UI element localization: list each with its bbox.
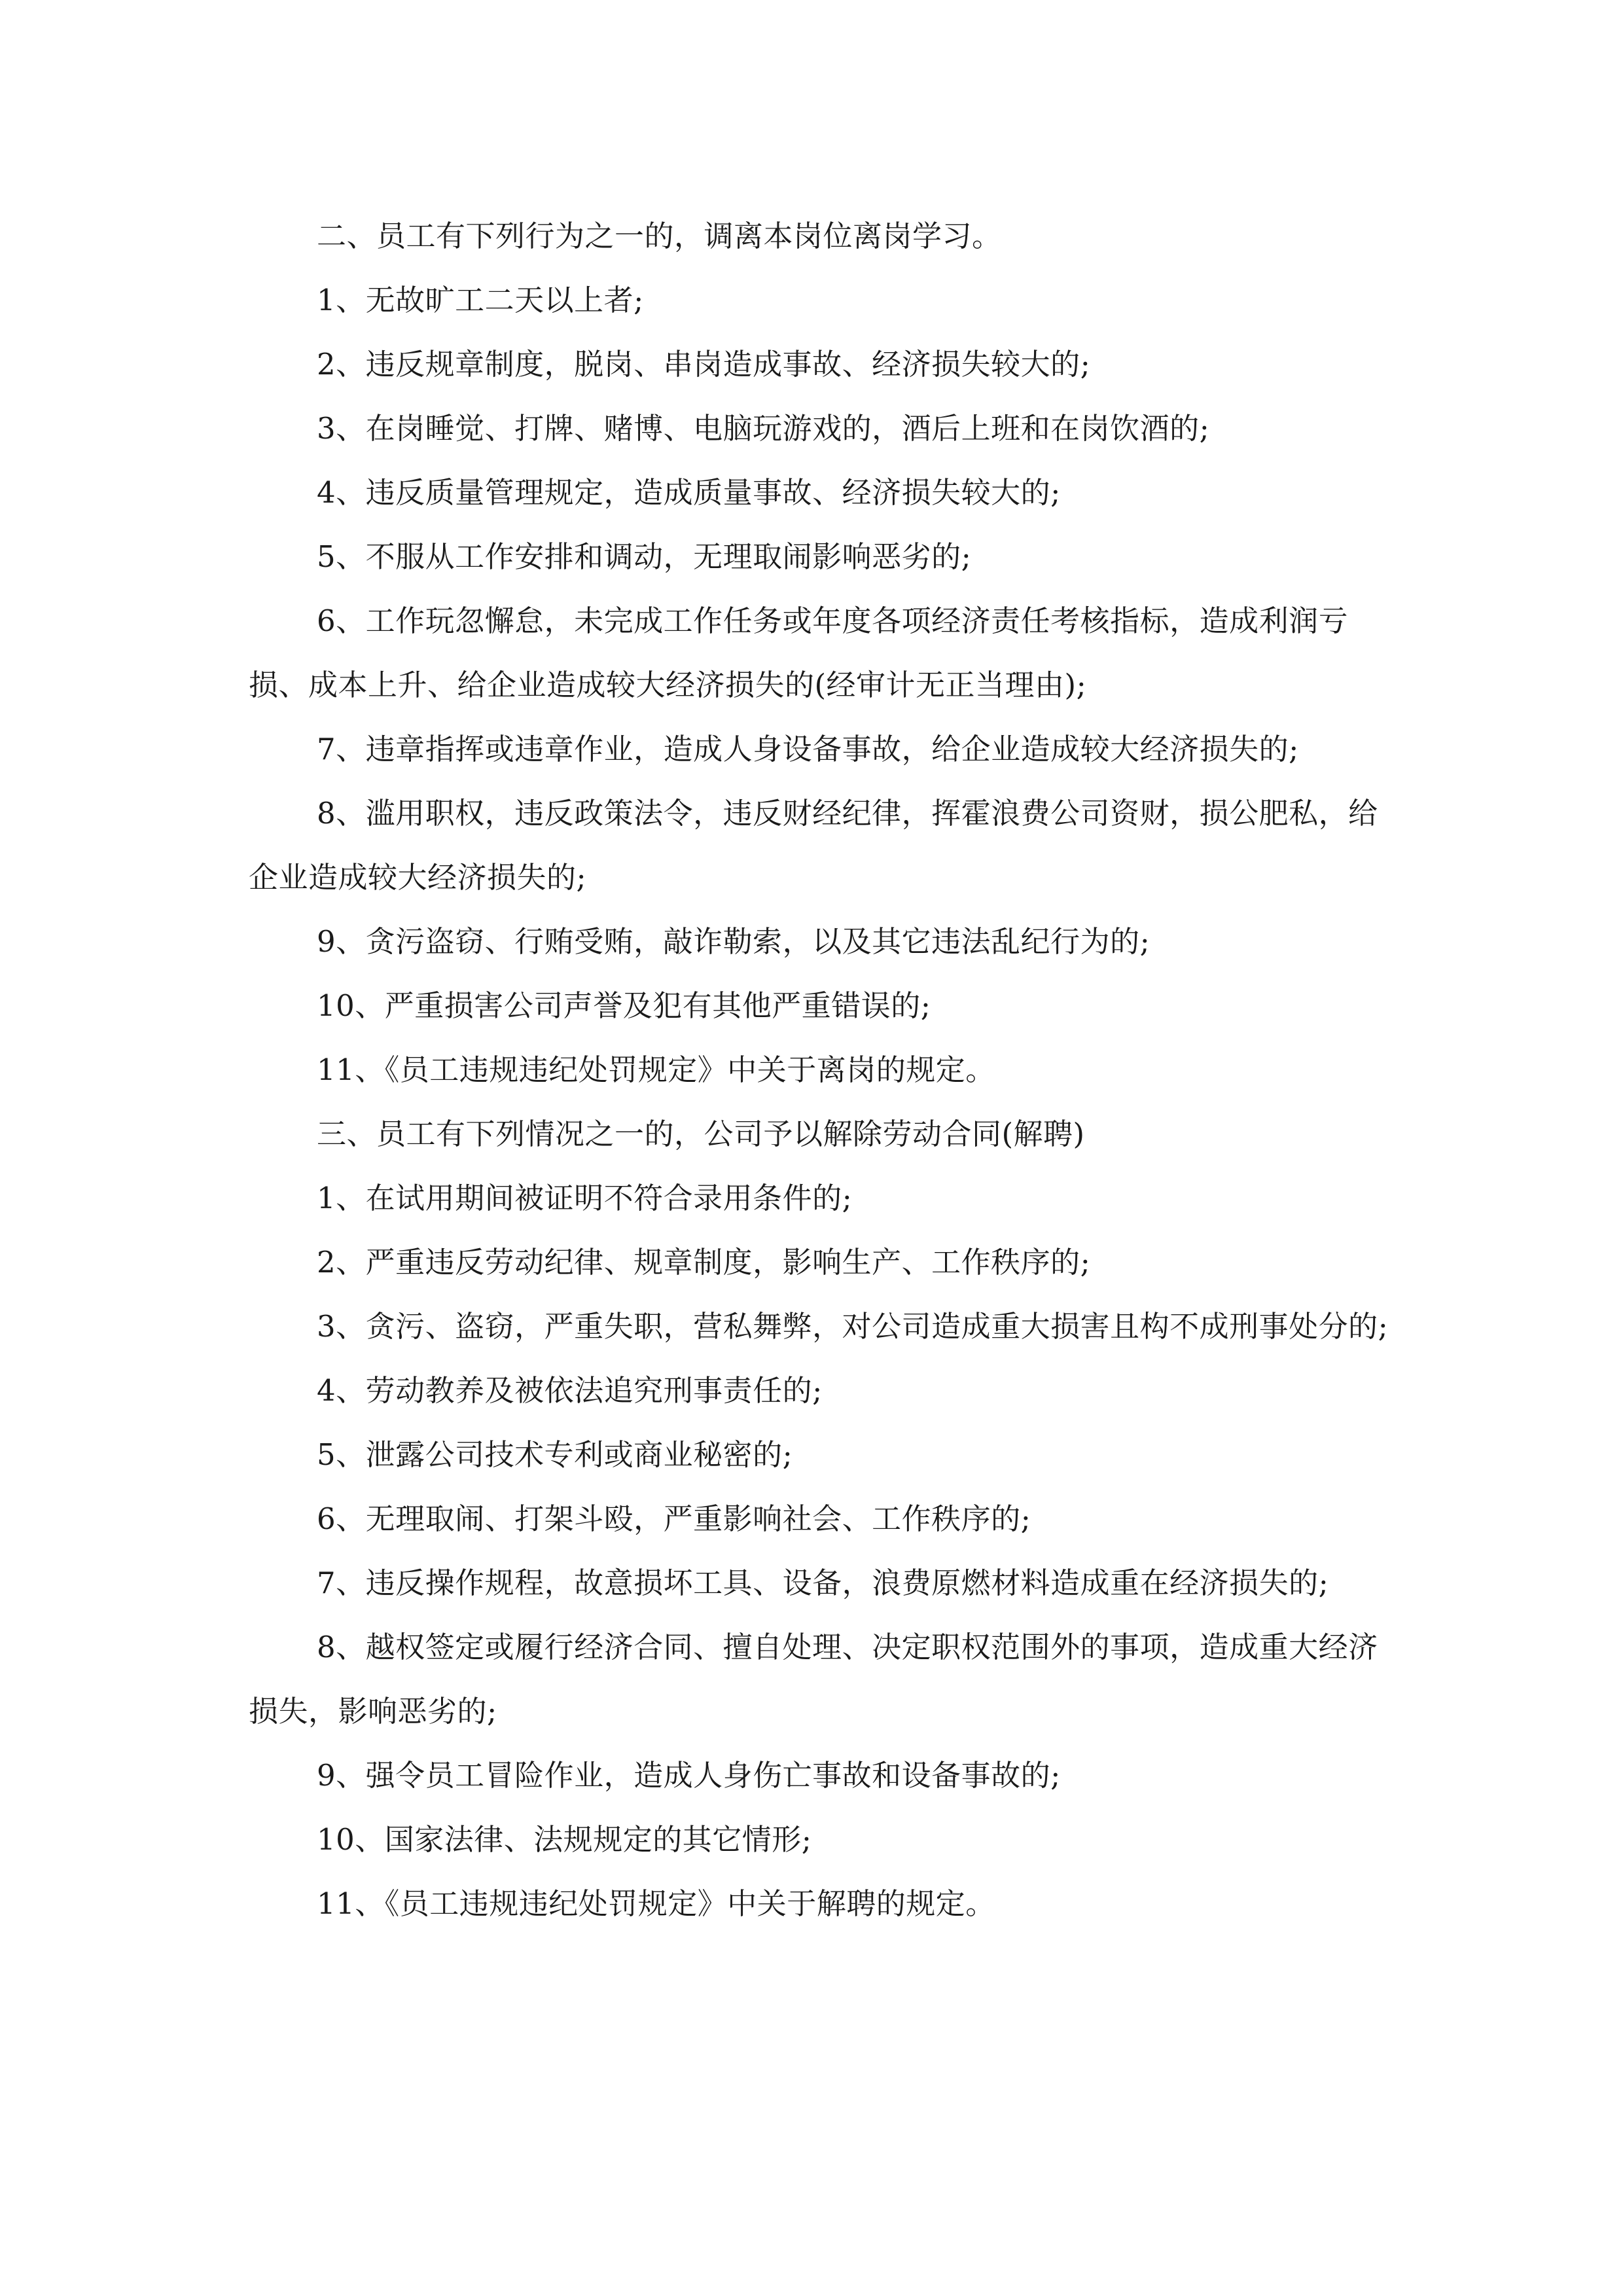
list-item: 8、滥用职权，违反政策法令，违反财经纪律，挥霍浪费公司资财，损公肥私，给企业造成较大经济损失的; (249, 796, 1378, 895)
list-item: 6、无理取闹、打架斗殴，严重影响社会、工作秩序的; (317, 1501, 1031, 1536)
list-item: 3、在岗睡觉、打牌、赌博、电脑玩游戏的，酒后上班和在岗饮酒的; (317, 411, 1210, 446)
list-item: 10、严重损害公司声誉及犯有其他严重错误的; (317, 988, 931, 1023)
list-item: 3、贪污、盗窃，严重失职，营私舞弊，对公司造成重大损害且构不成刑事处分的; (317, 1309, 1389, 1344)
list-item: 2、严重违反劳动纪律、规章制度，影响生产、工作秩序的; (317, 1245, 1091, 1280)
list-item: 11、《员工违规违纪处罚规定》中关于解聘的规定。 (317, 1886, 995, 1921)
list-item: 5、不服从工作安排和调动，无理取闹影响恶劣的; (317, 539, 972, 574)
list-item: 10、国家法律、法规规定的其它情形; (317, 1822, 812, 1857)
list-item: 7、违章指挥或违章作业，造成人身设备事故，给企业造成较大经济损失的; (317, 732, 1299, 766)
list-item: 4、违反质量管理规定，造成质量事故、经济损失较大的; (317, 475, 1061, 510)
list-item: 9、强令员工冒险作业，造成人身伤亡事故和设备事故的; (317, 1758, 1061, 1793)
document-body (249, 204, 1400, 1936)
list-item: 4、劳动教养及被依法追究刑事责任的; (317, 1373, 823, 1408)
list-item: 1、无故旷工二天以上者; (317, 283, 644, 317)
section-heading-3: 三、员工有下列情况之一的，公司予以解除劳动合同(解聘) (317, 1117, 1085, 1151)
list-item: 6、工作玩忽懈怠，未完成工作任务或年度各项经济责任考核指标，造成利润亏损、成本上升、给企业造成较大经济损失的(经审计无正当理由); (249, 603, 1349, 702)
list-item: 2、违反规章制度，脱岗、串岗造成事故、经济损失较大的; (317, 347, 1091, 382)
list-item: 8、越权签定或履行经济合同、擅自处理、决定职权范围外的事项，造成重大经济损失，影响恶劣的; (249, 1630, 1378, 1729)
list-item: 1、在试用期间被证明不符合录用条件的; (317, 1181, 853, 1215)
list-item: 5、泄露公司技术专利或商业秘密的; (317, 1437, 793, 1472)
list-item: 11、《员工违规违纪处罚规定》中关于离岗的规定。 (317, 1052, 995, 1087)
section-heading-2: 二、员工有下列行为之一的，调离本岗位离岗学习。 (317, 219, 1002, 253)
list-item: 9、贪污盗窃、行贿受贿，敲诈勒索，以及其它违法乱纪行为的; (317, 924, 1150, 959)
list-item: 7、违反操作规程，故意损坏工具、设备，浪费原燃材料造成重在经济损失的; (317, 1566, 1329, 1600)
